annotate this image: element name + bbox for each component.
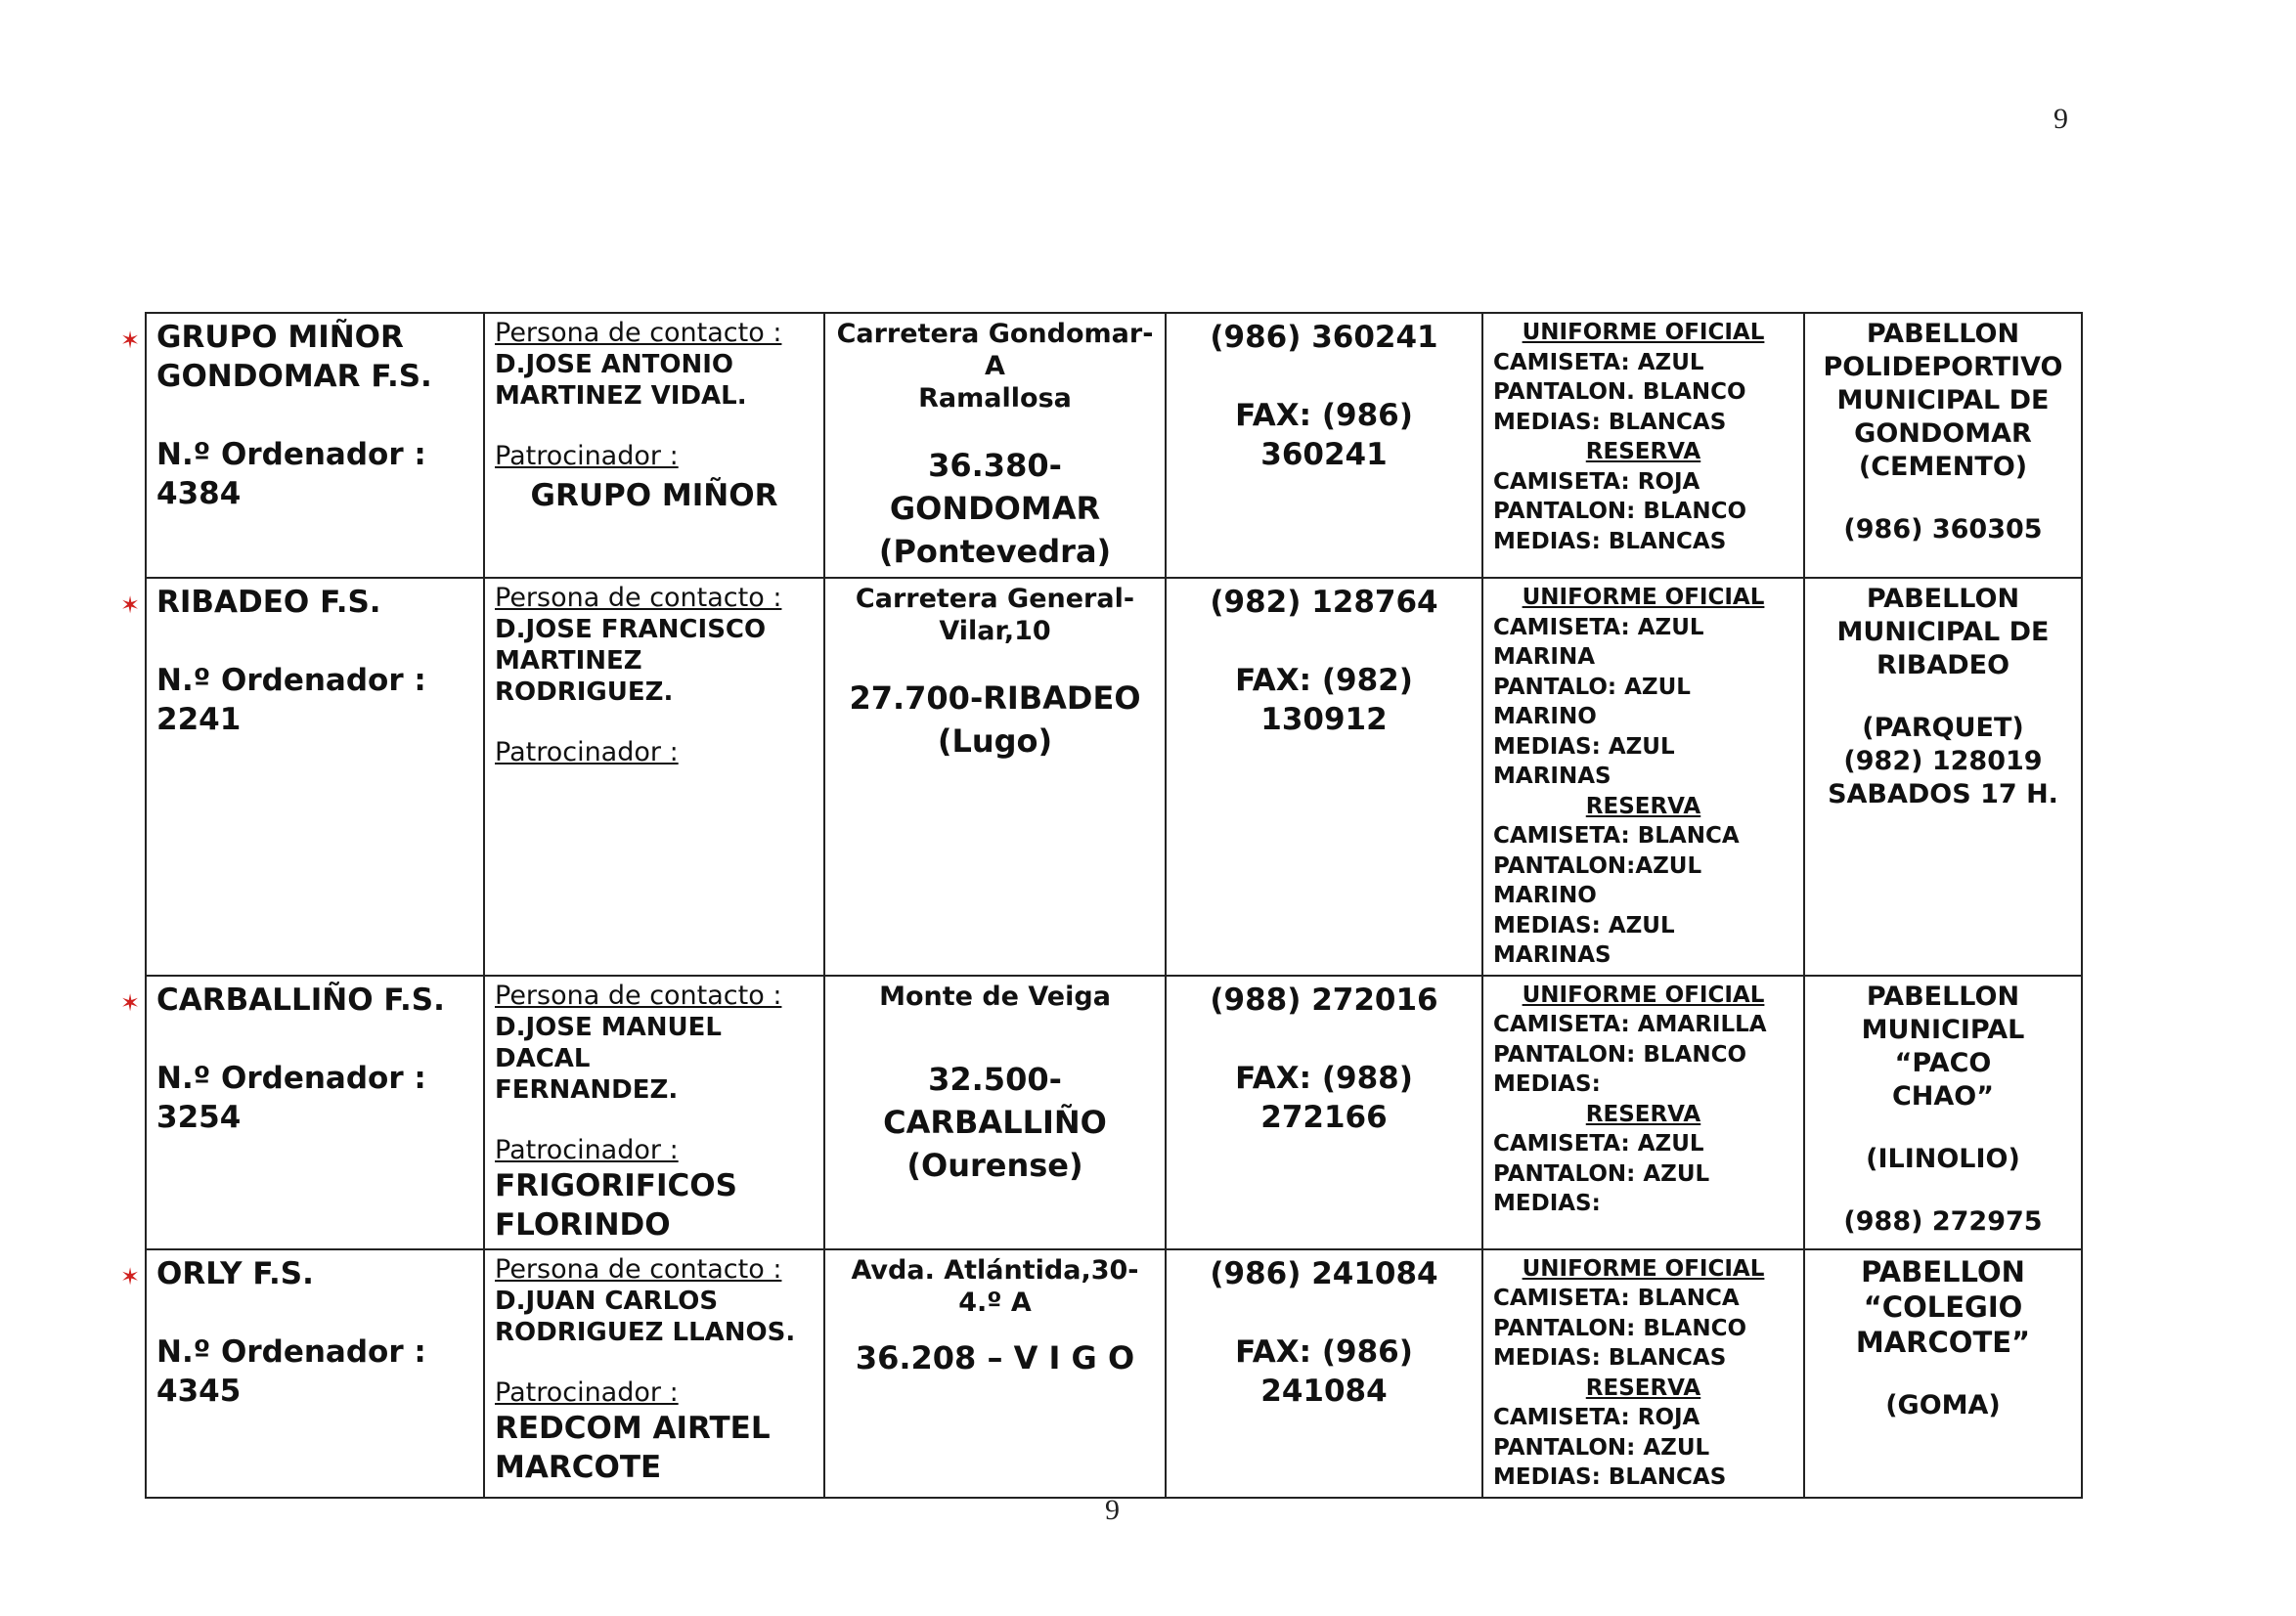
contact-cell — [484, 313, 824, 578]
sponsor-name: FRIGORIFICOS FLORINDO — [495, 1167, 737, 1243]
address-street: Avda. Atlántida,30-4.º A — [851, 1254, 1139, 1318]
fax-number: FAX: (988) 272166 — [1235, 1060, 1413, 1135]
page-number-bottom: 9 — [1105, 1494, 1120, 1526]
contact-name: D.JUAN CARLOS RODRIGUEZ LLANOS. — [495, 1286, 796, 1347]
ordenador-label: N.º Ordenador : — [156, 437, 426, 472]
fax-number: FAX: (982) 130912 — [1235, 663, 1413, 737]
uniform-item: PANTALON. BLANCO — [1493, 379, 1746, 405]
reserve-item: MEDIAS: BLANCAS — [1493, 1464, 1727, 1490]
contact-name: D.JOSE MANUEL DACAL FERNANDEZ. — [495, 1012, 722, 1105]
sponsor-label: Patrocinador : — [495, 441, 679, 471]
red-mark-icon: ✶ — [119, 591, 141, 619]
venue-floor: (ILINOLIO) — [1866, 1143, 2020, 1174]
uniform-item: CAMISETA: AZUL MARINA — [1493, 614, 1704, 670]
venue-floor: (PARQUET) — [1862, 713, 2024, 743]
uniform-item: CAMISETA: AMARILLA — [1493, 1012, 1767, 1037]
phone-cell — [1166, 313, 1482, 578]
uniform-cell — [1482, 313, 1804, 578]
reserve-item: PANTALON: BLANCO — [1493, 499, 1747, 524]
address-city: 27.700-RIBADEO (Lugo) — [849, 679, 1141, 760]
venue-name: PABELLON “COLEGIO MARCOTE” — [1855, 1254, 2031, 1359]
contact-label: Persona de contacto : — [495, 1253, 782, 1285]
club-cell — [119, 578, 484, 976]
table-row — [146, 578, 2082, 976]
uniform-heading: UNIFORME OFICIAL — [1522, 320, 1765, 345]
address-street: Monte de Veiga — [879, 981, 1111, 1012]
ordenador-label: N.º Ordenador : — [156, 1060, 426, 1096]
ordenador-value: 3254 — [156, 1099, 242, 1135]
venue-cell — [1804, 578, 2082, 976]
clubs-table — [119, 312, 2083, 1499]
reserve-item: CAMISETA: BLANCA — [1493, 823, 1740, 849]
uniform-cell — [1482, 578, 1804, 976]
venue-phone: (988) 272975 — [1843, 1205, 2043, 1237]
reserve-item: PANTALON: AZUL — [1493, 1434, 1710, 1461]
venue-phone: (986) 360305 — [1843, 514, 2043, 545]
uniform-item: CAMISETA: AZUL — [1493, 349, 1704, 375]
venue-name: PABELLON MUNICIPAL “PACO CHAO” — [1861, 981, 2025, 1112]
reserve-item: PANTALON:AZUL MARINO — [1493, 852, 1702, 908]
sponsor-label: Patrocinador : — [495, 1376, 679, 1408]
address-cell — [824, 976, 1166, 1249]
reserve-item: CAMISETA: ROJA — [1493, 1405, 1700, 1430]
venue-floor: (GOMA) — [1885, 1389, 2001, 1420]
phone-cell — [1166, 1249, 1482, 1498]
venue-schedule: SABADOS 17 H. — [1828, 779, 2058, 809]
reserve-item: CAMISETA: ROJA — [1493, 468, 1700, 495]
reserve-item: PANTALON: AZUL — [1493, 1160, 1710, 1187]
phone-number: (988) 272016 — [1210, 982, 1438, 1018]
venue-name: PABELLON MUNICIPAL DE RIBADEO — [1836, 584, 2050, 680]
phone-number: (986) 360241 — [1210, 320, 1438, 355]
address-city: 32.500-CARBALLIÑO (Ourense) — [883, 1060, 1107, 1184]
club-name: GRUPO MIÑOR GONDOMAR F.S. — [156, 320, 432, 394]
venue-name: PABELLON POLIDEPORTIVO MUNICIPAL DE GONDOMAR (CEMENTO) — [1823, 319, 2063, 482]
reserve-heading: RESERVA — [1585, 793, 1701, 819]
contact-label: Persona de contacto : — [495, 583, 782, 613]
reserve-heading: RESERVA — [1585, 439, 1701, 464]
club-cell — [119, 313, 484, 578]
club-name: RIBADEO F.S. — [156, 585, 381, 620]
uniform-heading: UNIFORME OFICIAL — [1522, 982, 1765, 1008]
ordenador-value: 2241 — [156, 702, 242, 737]
sponsor-label: Patrocinador : — [495, 737, 679, 767]
ordenador-label: N.º Ordenador : — [156, 1333, 426, 1370]
uniform-cell — [1482, 976, 1804, 1249]
phone-number: (986) 241084 — [1210, 1255, 1438, 1291]
club-name: CARBALLIÑO F.S. — [156, 982, 445, 1018]
venue-cell — [1804, 313, 2082, 578]
reserve-item: CAMISETA: AZUL — [1493, 1131, 1704, 1157]
venue-cell — [1804, 976, 2082, 1249]
reserve-item: MEDIAS: AZUL MARINAS — [1493, 912, 1675, 968]
red-mark-icon: ✶ — [119, 1262, 141, 1290]
address-street: Carretera General- Vilar,10 — [855, 584, 1135, 646]
uniform-item: PANTALON: BLANCO — [1493, 1315, 1747, 1341]
contact-label: Persona de contacto : — [495, 980, 782, 1011]
table-row — [146, 976, 2082, 1249]
uniform-item: CAMISETA: BLANCA — [1493, 1286, 1740, 1311]
red-mark-icon: ✶ — [119, 988, 141, 1017]
fax-number: FAX: (986) 360241 — [1235, 398, 1413, 472]
sponsor-label: Patrocinador : — [495, 1134, 679, 1165]
uniform-cell — [1482, 1249, 1804, 1498]
reserve-heading: RESERVA — [1585, 1375, 1701, 1401]
contact-name: D.JOSE ANTONIO MARTINEZ VIDAL. — [495, 350, 747, 411]
table-row — [146, 1249, 2082, 1498]
address-street: Carretera Gondomar-A Ramallosa — [836, 319, 1154, 414]
phone-cell — [1166, 578, 1482, 976]
reserve-heading: RESERVA — [1585, 1101, 1701, 1127]
address-cell — [824, 313, 1166, 578]
uniform-item: MEDIAS: BLANCAS — [1493, 409, 1727, 435]
club-cell — [119, 1249, 484, 1498]
fax-number: FAX: (986) 241084 — [1235, 1333, 1413, 1409]
red-mark-icon: ✶ — [119, 327, 141, 354]
address-city: 36.208 – V I G O — [855, 1338, 1135, 1376]
uniform-item: PANTALON: BLANCO — [1493, 1041, 1747, 1068]
phone-number: (982) 128764 — [1210, 585, 1438, 620]
club-name: ORLY F.S. — [156, 1255, 314, 1291]
sponsor-name: REDCOM AIRTEL MARCOTE — [495, 1410, 771, 1485]
uniform-item: MEDIAS: BLANCAS — [1493, 1345, 1727, 1371]
uniform-item: MEDIAS: AZUL MARINAS — [1493, 733, 1675, 789]
ordenador-value: 4345 — [156, 1373, 242, 1409]
address-city: 36.380-GONDOMAR (Pontevedra) — [878, 447, 1112, 570]
contact-cell — [484, 976, 824, 1249]
contact-label: Persona de contacto : — [495, 318, 782, 348]
reserve-item: MEDIAS: — [1493, 1191, 1601, 1216]
contact-name: D.JOSE FRANCISCO MARTINEZ RODRIGUEZ. — [495, 615, 767, 707]
page-number-top: 9 — [2053, 103, 2068, 135]
address-cell — [824, 1249, 1166, 1498]
venue-phone: (982) 128019 — [1843, 746, 2043, 776]
reserve-item: MEDIAS: BLANCAS — [1493, 528, 1727, 554]
ordenador-value: 4384 — [156, 476, 242, 511]
phone-cell — [1166, 976, 1482, 1249]
uniform-item: MEDIAS: — [1493, 1071, 1601, 1097]
uniform-heading: UNIFORME OFICIAL — [1522, 1255, 1765, 1282]
uniform-heading: UNIFORME OFICIAL — [1522, 585, 1765, 610]
address-cell — [824, 578, 1166, 976]
venue-cell — [1804, 1249, 2082, 1498]
contact-cell — [484, 578, 824, 976]
uniform-item: PANTALO: AZUL MARINO — [1493, 674, 1691, 729]
club-cell — [119, 976, 484, 1249]
sponsor-name: GRUPO MIÑOR — [530, 478, 778, 513]
table-row — [146, 313, 2082, 578]
ordenador-label: N.º Ordenador : — [156, 663, 426, 698]
contact-cell — [484, 1249, 824, 1498]
